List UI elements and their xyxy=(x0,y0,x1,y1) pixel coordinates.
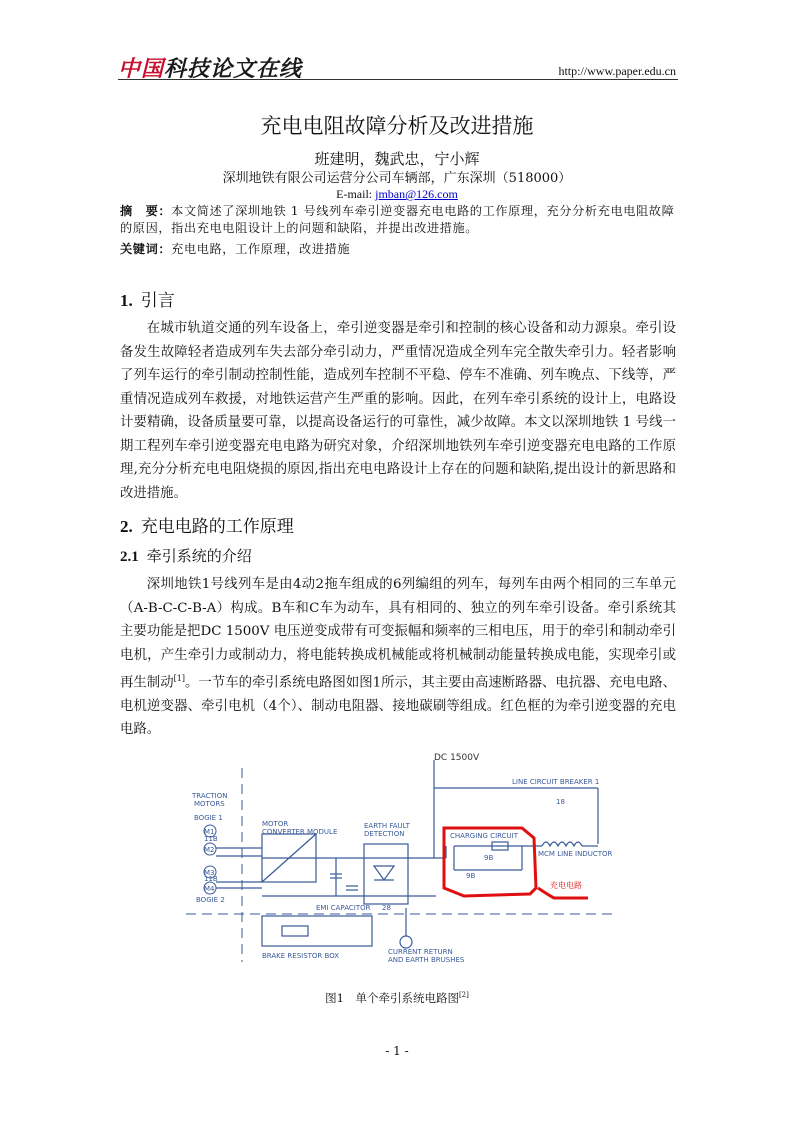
motor-m4-label: M4 xyxy=(204,885,215,893)
keywords-text: 充电电路，工作原理，改进措施 xyxy=(171,242,351,256)
dc-label: DC 1500V xyxy=(434,753,480,763)
section-2-1-paragraph: 深圳地铁1号线列车是由4动2拖车组成的6列编组的列车，每列车由两个相同的三车单元（A-B-C-C-B-A）构成。B车和C车为动车，具有相同的、独立的列车牵引设备。牵引系统其主要功能是把DC 1500V 电压逆变成带有可变振幅和频率的三相电压，用于的牵引和制动牵引电机，产生牵引力或制动力，将电能转换成机械能或将机械制动能量转换成电能，实现牵引或再生制动[1]。一节车的牵引系统电路图如图1所示，其主要由高速断路器、电抗器、充电电路、电机逆变器、牵引电机（4个）、制动电阻器、接地碳刷等组成。红色框的为牵引逆变器的充电电路。 xyxy=(120,577,676,738)
header-rule xyxy=(118,79,678,80)
section-2-1-heading: 2.1 牵引系统的介绍 xyxy=(120,547,252,565)
charging-id-a: 9B xyxy=(484,854,494,862)
return-label-1: CURRENT RETURN xyxy=(388,948,453,956)
return-label-2: AND EARTH BRUSHES xyxy=(388,956,465,964)
motor-m2-label: M2 xyxy=(204,846,215,854)
traction-label-2: MOTORS xyxy=(194,800,225,808)
inductor-label: MCM LINE INDUCTOR xyxy=(538,850,613,858)
affiliation: 深圳地铁有限公司运营分公司车辆部，广东深圳（518000） xyxy=(222,171,572,186)
motor-m1-label: M1 xyxy=(204,828,215,836)
email-line: E-mail: jmban@126.com xyxy=(336,187,458,201)
charging-label: CHARGING CIRCUIT xyxy=(450,832,518,840)
efd-label-2: DETECTION xyxy=(364,830,405,838)
citation-1: [1] xyxy=(173,674,185,683)
lcb-label: LINE CIRCUIT BREAKER 1 xyxy=(512,778,600,786)
emi-label: EMI CAPACITOR xyxy=(316,904,371,912)
figure-caption: 图1 单个牵引系统电路图[2] xyxy=(325,991,469,1005)
mcm-label-2: CONVERTER MODULE xyxy=(262,828,338,836)
motor-id-b: 11B xyxy=(204,875,218,883)
abstract xyxy=(120,203,676,237)
motor-id-a: 11B xyxy=(204,835,218,843)
abstract-label: 摘 要： xyxy=(120,204,172,218)
site-url[interactable]: http://www.paper.edu.cn xyxy=(558,64,676,78)
red-note: 充电电路 xyxy=(550,881,582,890)
section-1-paragraph: 在城市轨道交通的列车设备上，牵引逆变器是牵引和控制的核心设备和动力源泉。牵引设备发生故障轻者造成列车失去部分牵引动力，严重情况造成全列车完全散失牵引力。轻者影响了列车运行的牵引制动控制性能，造成列车控制不平稳、停车不准确、列车晚点、下线等，严重情况造成列车救援，对地铁运营产生严重的影响。因此，在列车牵引系统的设计上，电路设计要精确，设备质量要可靠，以提高设备运行的可靠性，减少故障。本文以深圳地铁 1 号线一期工程列车牵引逆变器充电电路为研究对象，介绍深圳地铁列车牵引逆变器充电电路的工作原理,充分分析充电电阻烧损的原因,指出充电电路设计上存在的问题和缺陷,提出设计的新思路和改进措施。 xyxy=(120,321,676,501)
authors: 班建明，魏武忠，宁小辉 xyxy=(314,150,480,168)
paper-title: 充电电阻故障分析及改进措施 xyxy=(260,114,534,138)
email-link[interactable]: jmban@126.com xyxy=(375,187,458,201)
charging-id-b: 9B xyxy=(466,872,476,880)
efd-label-1: EARTH FAULT xyxy=(364,822,410,830)
lcb-id: 18 xyxy=(556,798,565,806)
site-logo: 中国科技论文在线 xyxy=(118,57,303,82)
section-2-heading: 2. 充电电路的工作原理 xyxy=(120,517,294,537)
traction-circuit-diagram xyxy=(186,748,614,970)
keywords xyxy=(120,240,350,257)
keywords-label: 关键词： xyxy=(120,242,172,256)
caption-citation: [2] xyxy=(458,991,469,1000)
page-number: - 1 - xyxy=(385,1044,409,1058)
mcm-label-1: MOTOR xyxy=(262,820,289,828)
brake-label: BRAKE RESISTOR BOX xyxy=(262,952,340,960)
abstract-text: 本文简述了深圳地铁 1 号线列车牵引逆变器充电电路的工作原理，充分分析充电电阻故障的原因，指出充电电阻设计上的问题和缺陷，并提出改进措施。 xyxy=(120,204,675,235)
efd-id: 28 xyxy=(382,904,391,912)
bogie-2-label: BOGIE 2 xyxy=(196,896,225,904)
bogie-1-label: BOGIE 1 xyxy=(194,814,223,822)
traction-label-1: TRACTION xyxy=(192,792,228,800)
motor-m3-label: M3 xyxy=(204,869,215,877)
section-1-heading: 1. 引言 xyxy=(120,291,175,311)
